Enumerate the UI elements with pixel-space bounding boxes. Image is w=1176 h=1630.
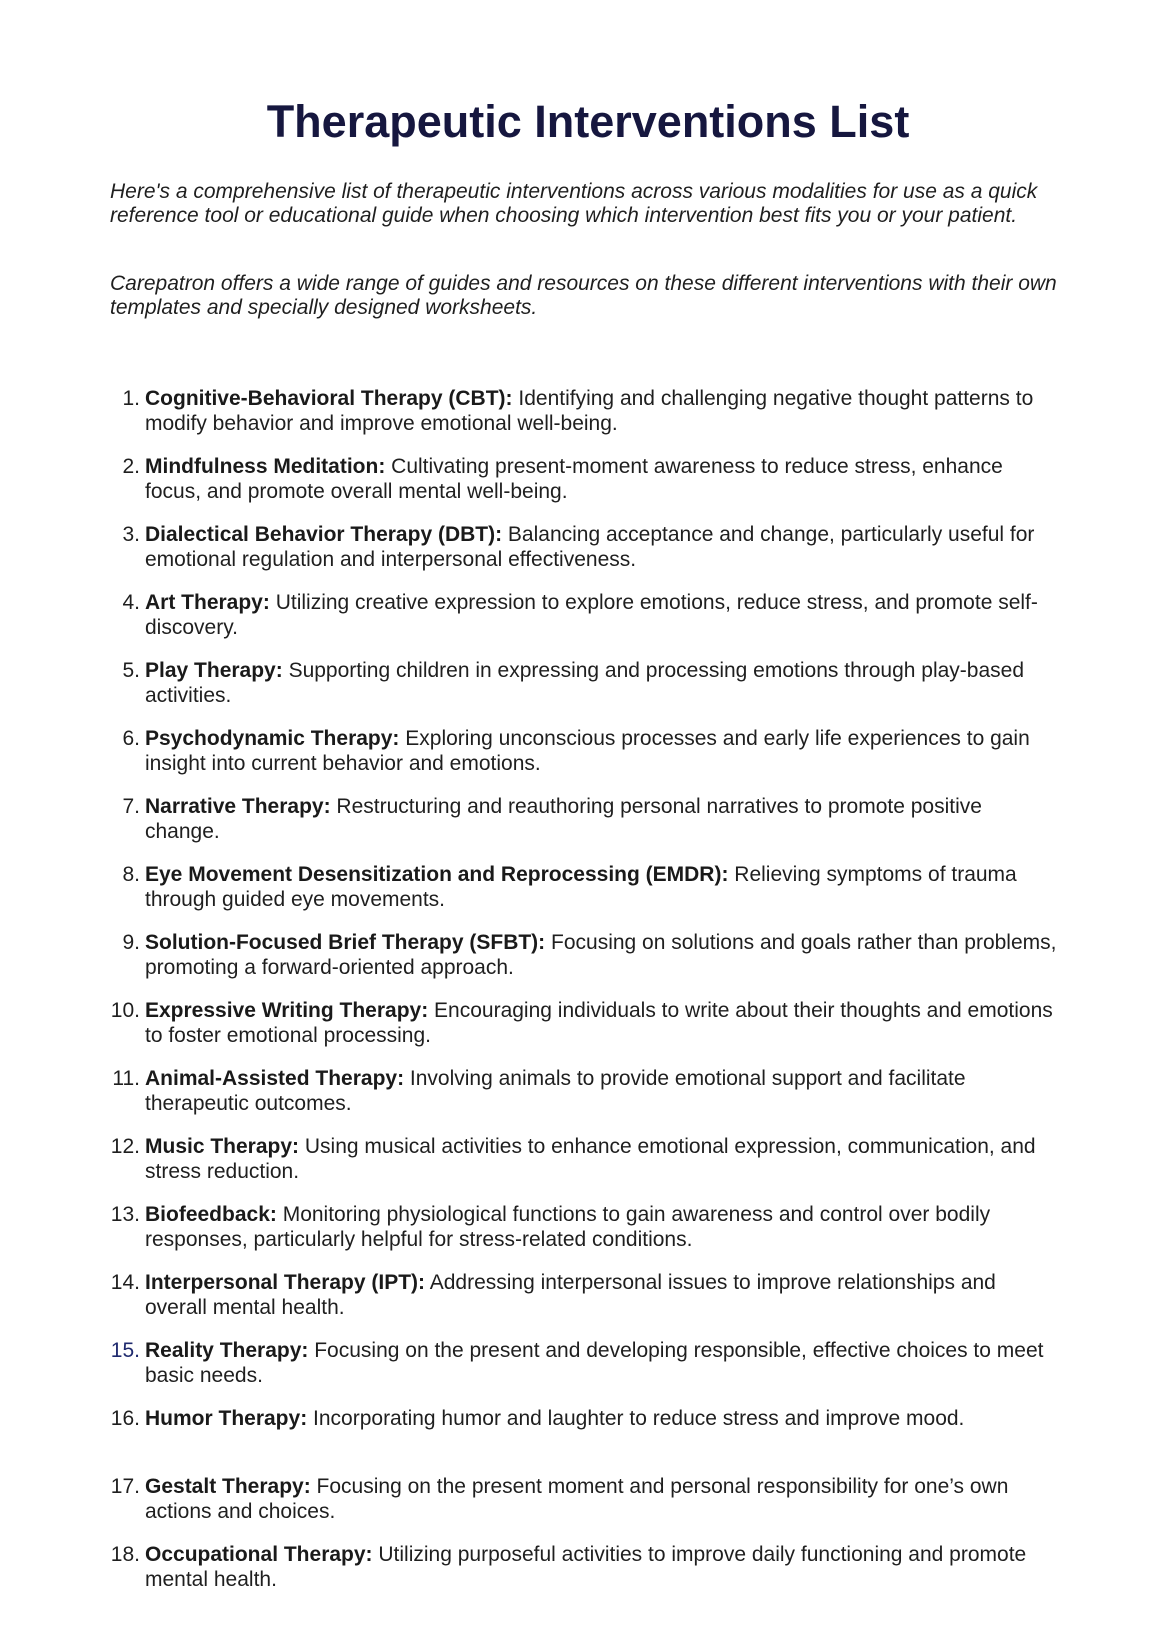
item-term: Cognitive-Behavioral Therapy (CBT):	[145, 387, 513, 410]
item-description: Relieving symptoms of trauma through guided eye movements.	[145, 863, 1017, 911]
item-number: 4.	[122, 591, 140, 614]
item-term: Occupational Therapy:	[145, 1543, 373, 1566]
item-number: 3.	[122, 523, 140, 546]
list-item	[0, 726, 1176, 794]
item-number: 1.	[122, 387, 140, 410]
item-description: Focusing on the present and developing responsible, effective choices to meet basic needs.	[145, 1339, 1044, 1387]
list-item	[0, 998, 1176, 1066]
list-item	[0, 658, 1176, 726]
item-term: Biofeedback:	[145, 1203, 277, 1226]
item-text	[145, 454, 1060, 504]
item-term: Eye Movement Desensitization and Reprocessing (EMDR):	[145, 863, 729, 886]
list-item	[0, 1474, 1176, 1542]
item-description: Involving animals to provide emotional support and facilitate therapeutic outcomes.	[145, 1067, 966, 1115]
item-text	[145, 1270, 1060, 1320]
item-number: 6.	[122, 727, 140, 750]
item-description: Supporting children in expressing and processing emotions through play-based activities.	[145, 659, 1025, 707]
item-number: 18.	[110, 1543, 140, 1566]
item-term: Mindfulness Meditation:	[145, 455, 386, 478]
item-description: Encouraging individuals to write about their thoughts and emotions to foster emotional processing.	[145, 999, 1053, 1047]
list-item	[0, 930, 1176, 998]
item-term: Art Therapy:	[145, 591, 270, 614]
item-term: Reality Therapy:	[145, 1339, 309, 1362]
item-description: Exploring unconscious processes and early life experiences to gain insight into current behavior and emotions.	[145, 727, 1030, 775]
item-term: Humor Therapy:	[145, 1407, 308, 1430]
item-number: 5.	[122, 659, 140, 682]
item-text	[145, 1406, 1060, 1431]
item-number: 7.	[122, 795, 140, 818]
item-number: 15.	[110, 1339, 140, 1362]
item-description: Utilizing purposeful activities to improve daily functioning and promote mental health.	[145, 1543, 1027, 1591]
item-term: Animal-Assisted Therapy:	[145, 1067, 405, 1090]
item-text	[145, 862, 1060, 912]
item-text	[145, 930, 1060, 980]
item-term: Interpersonal Therapy (IPT):	[145, 1271, 426, 1294]
intro-paragraph: Here's a comprehensive list of therapeutic interventions across various modalities for use as a quick reference tool or educational guide when choosing which intervention best fits you or your patient.	[110, 180, 1038, 227]
item-number: 2.	[122, 455, 140, 478]
item-description: Utilizing creative expression to explore emotions, reduce stress, and promote self-discovery.	[145, 591, 1038, 639]
intro-paragraph: Carepatron offers a wide range of guides and resources on these different interventions with their own templates and specially designed worksheets.	[110, 272, 1057, 319]
list-item	[0, 1406, 1176, 1474]
item-description: Balancing acceptance and change, particularly useful for emotional regulation and interpersonal effectiveness.	[145, 523, 1035, 571]
list-item	[0, 454, 1176, 522]
item-term: Music Therapy:	[145, 1135, 300, 1158]
interventions-list	[0, 386, 1176, 1610]
item-description: Focusing on the present moment and personal responsibility for one’s own actions and choices.	[145, 1475, 1009, 1523]
item-number: 13.	[110, 1203, 140, 1226]
item-text	[145, 590, 1060, 640]
list-item	[0, 1338, 1176, 1406]
item-number: 12.	[110, 1135, 140, 1158]
item-number: 11.	[112, 1067, 140, 1090]
list-item	[0, 1066, 1176, 1134]
list-item	[0, 1202, 1176, 1270]
list-item	[0, 1270, 1176, 1338]
item-term: Solution-Focused Brief Therapy (SFBT):	[145, 931, 546, 954]
item-description: Using musical activities to enhance emotional expression, communication, and stress reduction.	[145, 1135, 1036, 1183]
item-text	[145, 1542, 1060, 1592]
item-text	[145, 386, 1060, 436]
item-number: 10.	[110, 999, 140, 1022]
item-number: 17.	[110, 1475, 140, 1498]
list-item	[0, 522, 1176, 590]
item-text	[145, 522, 1060, 572]
item-text	[145, 998, 1060, 1048]
item-description: Monitoring physiological functions to gain awareness and control over bodily responses, particularly helpful for stress-related conditions.	[145, 1203, 991, 1251]
list-item	[0, 862, 1176, 930]
item-text	[145, 726, 1060, 776]
item-number: 14.	[110, 1271, 140, 1294]
item-text	[145, 658, 1060, 708]
item-number: 16.	[110, 1407, 140, 1430]
page-title: Therapeutic Interventions List	[266, 96, 910, 147]
item-description: Incorporating humor and laughter to reduce stress and improve mood.	[307, 1407, 965, 1430]
item-term: Play Therapy:	[145, 659, 283, 682]
item-term: Gestalt Therapy:	[145, 1475, 311, 1498]
item-term: Narrative Therapy:	[145, 795, 331, 818]
item-number: 8.	[122, 863, 140, 886]
list-item	[0, 794, 1176, 862]
item-description: Addressing interpersonal issues to improve relationships and overall mental health.	[145, 1271, 996, 1319]
item-term: Psychodynamic Therapy:	[145, 727, 400, 750]
list-item	[0, 1542, 1176, 1610]
item-text	[145, 794, 1060, 844]
item-text	[145, 1066, 1060, 1116]
item-description: Identifying and challenging negative thought patterns to modify behavior and improve emotional well-being.	[145, 387, 1034, 435]
item-description: Focusing on solutions and goals rather than problems, promoting a forward-oriented approach.	[145, 931, 1057, 979]
list-item	[0, 386, 1176, 454]
item-term: Dialectical Behavior Therapy (DBT):	[145, 523, 503, 546]
item-text	[145, 1202, 1060, 1252]
item-number: 9.	[122, 931, 140, 954]
item-text	[145, 1134, 1060, 1184]
list-item	[0, 1134, 1176, 1202]
item-text	[145, 1474, 1060, 1524]
item-text	[145, 1338, 1060, 1388]
item-description: Cultivating present-moment awareness to reduce stress, enhance focus, and promote overall mental well-being.	[145, 455, 1003, 503]
item-description: Restructuring and reauthoring personal narratives to promote positive change.	[145, 795, 982, 843]
item-term: Expressive Writing Therapy:	[145, 999, 429, 1022]
list-item	[0, 590, 1176, 658]
